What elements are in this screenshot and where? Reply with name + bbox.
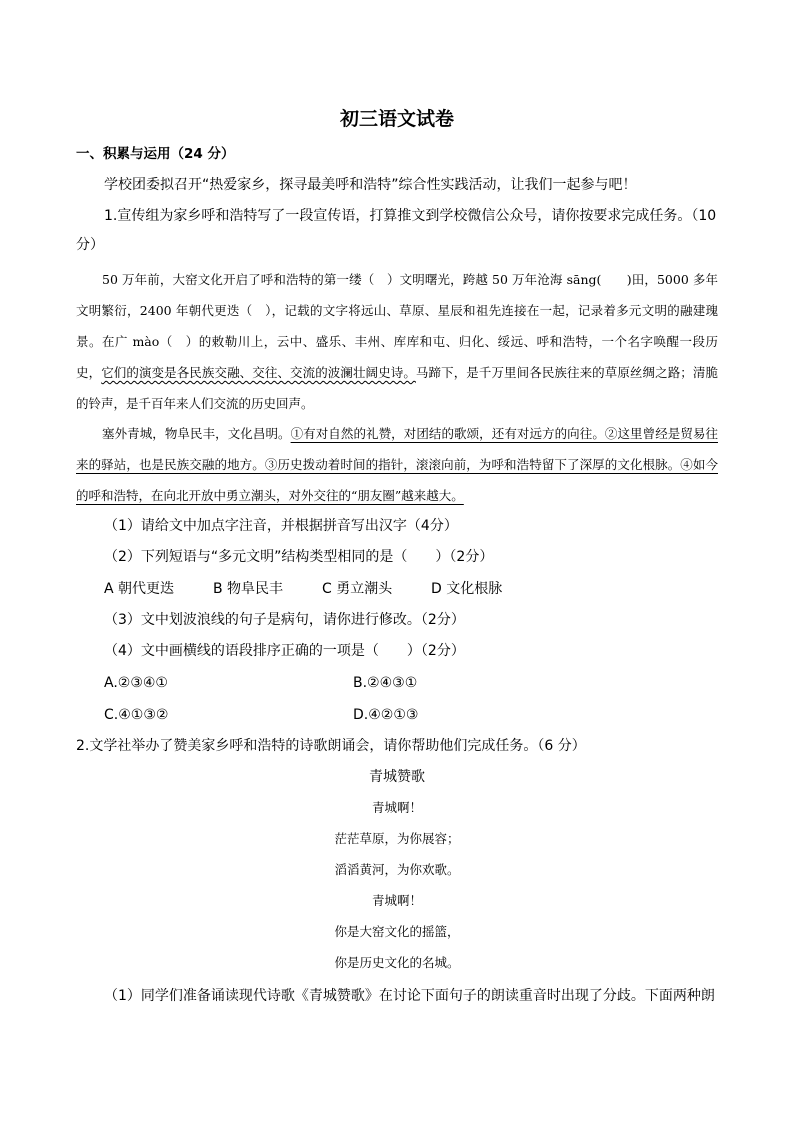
poem-line: 你是历史文化的名城。: [334, 955, 460, 970]
question-1-line2: 分）: [76, 237, 104, 253]
page-title: 初三语文试卷: [339, 108, 454, 130]
option-b: B 物阜民丰: [213, 581, 284, 597]
poem-title: 青城赞歌: [369, 769, 425, 785]
poem-line: 青城啊！: [371, 800, 422, 815]
poem-line: 青城啊！: [371, 893, 422, 908]
passage-text: 50 万年前，大窑文化开启了呼和浩特的第一缕（ ）文明曙光，跨越 50 万年沧海 sāng( )田，5000 多年文明繁衍，2400 年朝代更迭（ ），记载的文字将远山、草原、星辰和祖先连接在一起，记录着多元文明的融建瑰景。在广 mào（ ）的敕勒川上，云中、盛乐、丰州、库库和屯、归化、绥远、呼和浩特，一个名字唤醒一段历史，: [76, 272, 718, 380]
option-b: B.②④③①: [353, 675, 418, 691]
option-d: D 文化根脉: [431, 581, 503, 597]
passage-paragraph-2: [76, 418, 718, 511]
question-2-1: （1）同学们准备诵读现代诗歌《青城赞歌》在讨论下面句子的朗读重音时出现了分歧。下面两种朗: [104, 988, 715, 1004]
passage-text: 塞外青城，物阜民丰，文化昌明。: [102, 426, 291, 441]
question-1-1: （1）请给文中加点字注音，并根据拼音写出汉字（4分）: [104, 518, 458, 534]
option-c: C.④①③②: [104, 707, 169, 723]
wavy-underlined-sentence: 它们的演变是各民族交融、交往、交流的波澜壮阔史诗。: [101, 365, 416, 380]
question-1-4: （4）文中画横线的语段排序正确的一项是（ ）（2分）: [104, 643, 465, 659]
passage-paragraph-1: [76, 264, 718, 419]
option-c: C 勇立潮头: [322, 581, 393, 597]
poem-line: 茫茫草原，为你展容；: [334, 831, 460, 846]
poem-line: 滔滔黄河，为你欢歌。: [334, 862, 460, 877]
section-heading: 一、积累与运用（24 分）: [76, 146, 235, 162]
question-2: 2.文学社举办了赞美家乡呼和浩特的诗歌朗诵会，请你帮助他们完成任务。（6 分）: [76, 738, 586, 754]
option-a: A.②③④①: [104, 675, 168, 691]
intro-text: 学校团委拟召开“热爱家乡，探寻最美呼和浩特”综合性实践活动，让我们一起参与吧！: [104, 177, 637, 193]
option-a: A 朝代更迭: [104, 581, 175, 597]
question-1-2: （2）下列短语与“多元文明”结构类型相同的是（ ）（2分）: [104, 549, 494, 565]
question-1-line1: 1.宣传组为家乡呼和浩特写了一段宣传语，打算推文到学校微信公众号，请你按要求完成任务。（10: [104, 208, 717, 224]
question-1-3: （3）文中划波浪线的句子是病句，请你进行修改。（2分）: [104, 612, 465, 628]
underlined-sentences: ①有对自然的礼赞，对团结的歌颂，还有对远方的向往。②这里曾经是贸易往来的驿站，也是民族交融的地方。③历史拨动着时间的指针，滚滚向前，为呼和浩特留下了深厚的文化根脉。④如今的呼和浩特，在向北开放中勇立潮头，对外交往的“朋友圈”越来越大。: [76, 426, 718, 503]
passage-text-tail: 马蹄下，是千万里间各民族往来的草原丝绸之路；清脆的铃声，是千百年来人们交流的历史回声。: [76, 365, 718, 411]
option-d: D.④②①③: [353, 707, 419, 723]
poem-line: 你是大窑文化的摇篮，: [334, 924, 460, 939]
